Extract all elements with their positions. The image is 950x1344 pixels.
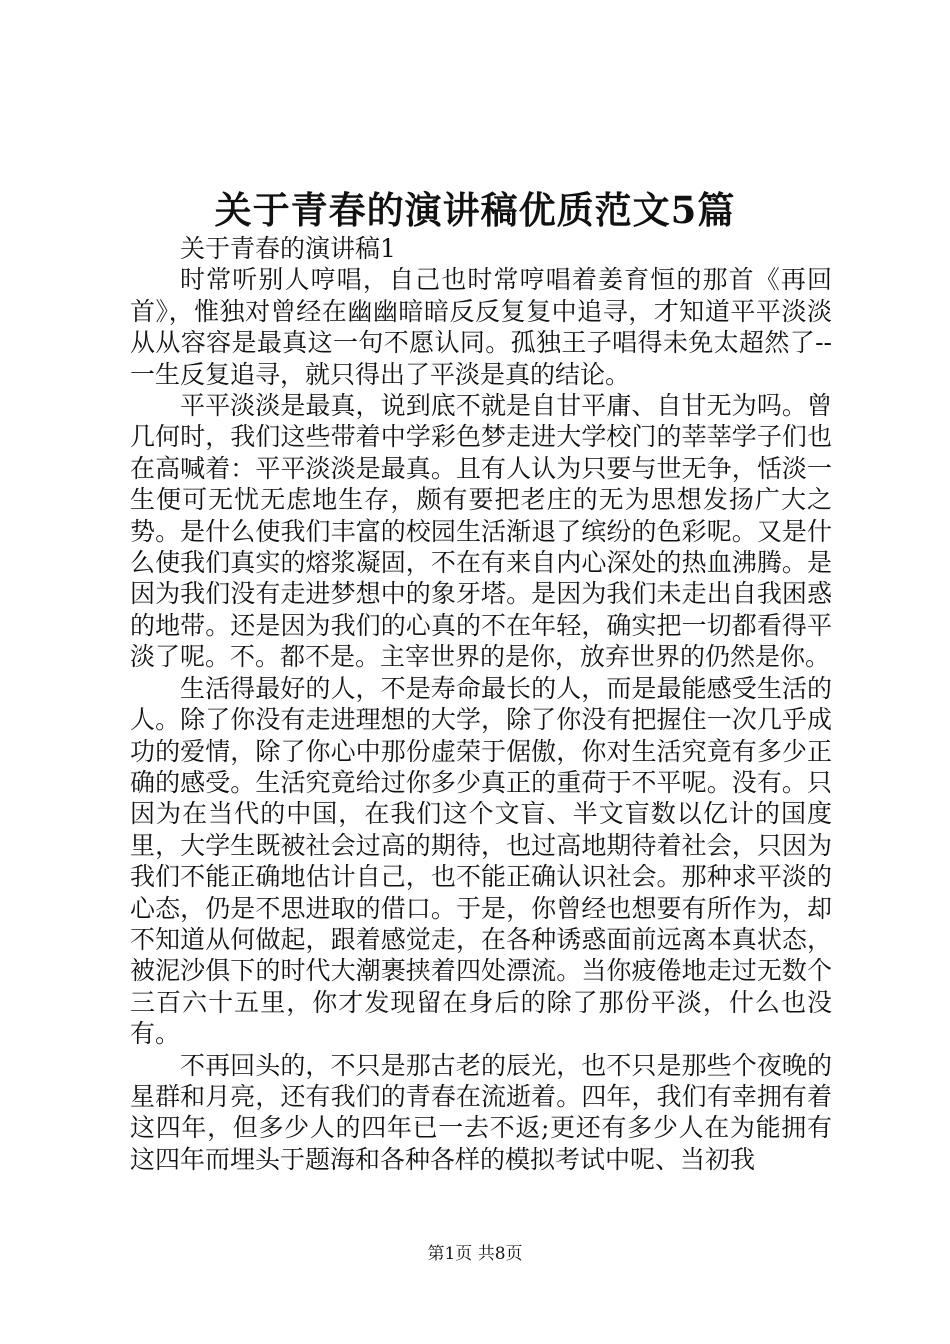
document-body — [130, 233, 832, 1175]
page-footer: 第1页 共8页 — [427, 1244, 523, 1264]
section-subheading: 关于青春的演讲稿1 — [180, 234, 396, 263]
paragraph-1: 时常听别人哼唱，自己也时常哼唱着姜育恒的那首《再回首》，惟独对曾经在幽幽暗暗反反复复中追寻，才知道平平淡淡从从容容是最真这一句不愿认同。孤独王子唱得未免太超然了--一生反复追寻，就只得出了平淡是真的结论。 — [130, 265, 832, 389]
document-title: 关于青春的演讲稿优质范文5篇 — [214, 188, 736, 232]
paragraph-2: 平平淡淡是最真，说到底不就是自甘平庸、自甘无为吗。曾几何时，我们这些带着中学彩色梦走进大学校门的莘莘学子们也在高喊着：平平淡淡是最真。且有人认为只要与世无争，恬淡一生便可无忧无虑地生存，颇有要把老庄的无为思想发扬广大之势。是什么使我们丰富的校园生活渐退了缤纷的色彩呢。又是什么使我们真实的熔浆凝固，不在有来自内心深处的热血沸腾。是因为我们没有走进梦想中的象牙塔。是因为我们未走出自我困惑的地带。还是因为我们的心真的不在年轻，确实把一切都看得平淡了呢。不。都不是。主宰世界的是你，放弃世界的仍然是你。 — [130, 391, 832, 672]
paragraph-3: 生活得最好的人，不是寿命最长的人，而是最能感受生活的人。除了你没有走进理想的大学，除了你没有把握住一次几乎成功的爱情，除了你心中那份虚荣于倨傲，你对生活究竟有多少正确的感受。生活究竟给过你多少真正的重荷于不平呢。没有。只因为在当代的中国，在我们这个文盲、半文盲数以亿计的国度里，大学生既被社会过高的期待，也过高地期待着社会，只因为我们不能正确地估计自己，也不能正确认识社会。那种求平淡的心态，仍是不思进取的借口。于是，你曾经也想要有所作为，却不知道从何做起，跟着感觉走，在各种诱惑面前远离本真状态，被泥沙俱下的时代大潮裹挟着四处漂流。当你疲倦地走过无数个三百六十五里，你才发现留在身后的除了那份平淡，什么也没有。 — [130, 673, 832, 1049]
paragraph-4: 不再回头的，不只是那古老的辰光，也不只是那些个夜晚的星群和月亮，还有我们的青春在流逝着。四年，我们有幸拥有着这四年，但多少人的四年已一去不返;更还有多少人在为能拥有这四年而埋头于题海和各种各样的模拟考试中呢、当初我 — [130, 1050, 832, 1174]
